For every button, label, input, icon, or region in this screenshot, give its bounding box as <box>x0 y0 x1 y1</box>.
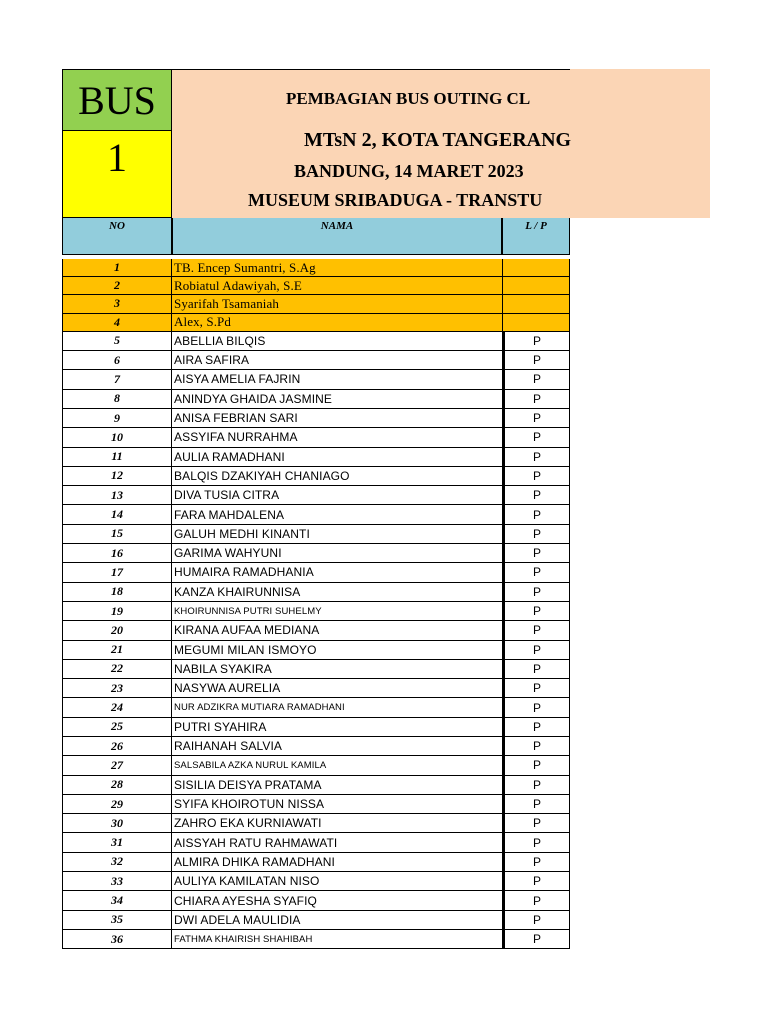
row-number: 24 <box>62 698 172 716</box>
row-number: 15 <box>62 525 172 543</box>
row-gender: P <box>502 911 570 929</box>
row-name: DWI ADELA MAULIDIA <box>174 912 301 927</box>
row-gender <box>502 314 570 331</box>
column-header-nama: NAMA <box>172 218 502 255</box>
table-row <box>62 332 570 351</box>
row-gender: P <box>502 602 570 620</box>
table-row <box>62 390 570 409</box>
row-gender: P <box>502 814 570 832</box>
row-gender: P <box>502 351 570 369</box>
bus-label: BUS <box>62 69 172 131</box>
row-name: ANINDYA GHAIDA JASMINE <box>174 391 333 406</box>
row-number: 8 <box>62 390 172 408</box>
title-line-1: PEMBAGIAN BUS OUTING CL <box>286 89 531 108</box>
row-number: 34 <box>62 891 172 909</box>
row-gender: P <box>502 872 570 890</box>
row-number: 22 <box>62 660 172 678</box>
table-row <box>62 756 570 775</box>
row-name: ASSYIFA NURRAHMA <box>174 430 298 445</box>
row-name: AIRA SAFIRA <box>174 353 250 368</box>
row-gender: P <box>502 505 570 523</box>
row-gender: P <box>502 833 570 851</box>
table-row <box>62 505 570 524</box>
row-number: 23 <box>62 679 172 697</box>
table-row <box>62 621 570 640</box>
table-row <box>62 544 570 563</box>
row-gender: P <box>502 776 570 794</box>
row-name: CHIARA AYESHA SYAFIQ <box>174 893 317 908</box>
table-row <box>62 833 570 852</box>
row-number: 20 <box>62 621 172 639</box>
row-name: Alex, S.Pd <box>174 314 231 330</box>
table-row <box>62 602 570 621</box>
row-gender: P <box>502 332 570 350</box>
row-number: 7 <box>62 370 172 388</box>
passenger-table <box>62 255 570 949</box>
row-number: 13 <box>62 486 172 504</box>
row-name: ALMIRA DHIKA RAMADHANI <box>174 854 335 869</box>
table-row <box>62 641 570 660</box>
table-row <box>62 814 570 833</box>
table-row <box>62 872 570 891</box>
row-number: 14 <box>62 505 172 523</box>
row-number: 21 <box>62 641 172 659</box>
row-name: ZAHRO EKA KURNIAWATI <box>174 816 322 831</box>
row-gender: P <box>502 544 570 562</box>
table-row <box>62 467 570 486</box>
header-panel <box>172 69 710 218</box>
table-row <box>62 911 570 930</box>
row-name: RAIHANAH SALVIA <box>174 739 282 754</box>
row-gender: P <box>502 930 570 948</box>
row-name: DIVA TUSIA CITRA <box>174 488 280 503</box>
table-row <box>62 795 570 814</box>
table-row <box>62 891 570 910</box>
table-row <box>62 698 570 717</box>
row-gender: P <box>502 891 570 909</box>
title-line-2: MTsN 2, KOTA TANGERANG <box>304 129 572 151</box>
table-row <box>62 370 570 389</box>
table-row <box>62 718 570 737</box>
row-name: SISILIA DEISYA PRATAMA <box>174 777 322 792</box>
row-number: 11 <box>62 448 172 466</box>
row-gender: P <box>502 525 570 543</box>
row-number: 27 <box>62 756 172 774</box>
row-gender: P <box>502 390 570 408</box>
row-name: TB. Encep Sumantri, S.Ag <box>174 259 316 275</box>
table-row <box>62 660 570 679</box>
title-line-4: MUSEUM SRIBADUGA - TRANSTU <box>248 190 543 210</box>
row-number: 19 <box>62 602 172 620</box>
row-name: NASYWA AURELIA <box>174 681 281 696</box>
row-name: NABILA SYAKIRA <box>174 661 272 676</box>
row-number: 10 <box>62 428 172 446</box>
row-number: 2 <box>62 277 172 294</box>
staff-row <box>62 277 570 295</box>
row-name: KHOIRUNNISA PUTRI SUHELMY <box>174 605 322 617</box>
row-gender: P <box>502 486 570 504</box>
row-gender <box>502 277 570 294</box>
row-gender: P <box>502 583 570 601</box>
row-name: BALQIS DZAKIYAH CHANIAGO <box>174 468 350 483</box>
row-gender: P <box>502 660 570 678</box>
row-name: KANZA KHAIRUNNISA <box>174 584 301 599</box>
row-gender: P <box>502 853 570 871</box>
row-gender: P <box>502 795 570 813</box>
table-row <box>62 563 570 582</box>
bus-number: 1 <box>62 131 172 218</box>
row-name: AISSYAH RATU RAHMAWATI <box>174 835 338 850</box>
row-number: 1 <box>62 259 172 276</box>
staff-row <box>62 259 570 277</box>
row-name: SYIFA KHOIROTUN NISSA <box>174 797 325 812</box>
table-row <box>62 930 570 949</box>
row-name: SALSABILA AZKA NURUL KAMILA <box>174 759 327 771</box>
table-row <box>62 428 570 447</box>
row-gender: P <box>502 467 570 485</box>
row-name: AISYA AMELIA FAJRIN <box>174 372 301 387</box>
title-line-3: BANDUNG, 14 MARET 2023 <box>294 161 524 181</box>
row-name: MEGUMI MILAN ISMOYO <box>174 642 317 657</box>
row-number: 9 <box>62 409 172 427</box>
table-row <box>62 486 570 505</box>
row-gender: P <box>502 641 570 659</box>
staff-row <box>62 295 570 313</box>
row-gender: P <box>502 679 570 697</box>
row-gender: P <box>502 698 570 716</box>
row-number: 28 <box>62 776 172 794</box>
row-name: AULIYA KAMILATAN NISO <box>174 874 320 889</box>
row-number: 12 <box>62 467 172 485</box>
row-number: 29 <box>62 795 172 813</box>
table-row <box>62 409 570 428</box>
row-number: 33 <box>62 872 172 890</box>
row-gender: P <box>502 621 570 639</box>
row-name: Robiatul Adawiyah, S.E <box>174 277 302 293</box>
table-row <box>62 525 570 544</box>
row-number: 5 <box>62 332 172 350</box>
row-number: 35 <box>62 911 172 929</box>
row-number: 26 <box>62 737 172 755</box>
table-row <box>62 853 570 872</box>
row-number: 4 <box>62 314 172 331</box>
row-gender: P <box>502 756 570 774</box>
row-gender: P <box>502 428 570 446</box>
row-name: FARA MAHDALENA <box>174 507 285 522</box>
row-name: ABELLIA BILQIS <box>174 333 266 348</box>
row-gender: P <box>502 737 570 755</box>
row-gender: P <box>502 370 570 388</box>
row-name: ANISA FEBRIAN SARI <box>174 411 298 426</box>
row-number: 25 <box>62 718 172 736</box>
row-name: HUMAIRA RAMADHANIA <box>174 565 314 580</box>
staff-row <box>62 314 570 332</box>
row-gender: P <box>502 563 570 581</box>
row-gender <box>502 295 570 312</box>
row-name: Syarifah Tsamaniah <box>174 295 279 311</box>
column-header-no: NO <box>62 218 172 255</box>
row-number: 30 <box>62 814 172 832</box>
row-name: GARIMA WAHYUNI <box>174 546 282 561</box>
row-gender <box>502 259 570 276</box>
row-name: GALUH MEDHI KINANTI <box>174 526 310 541</box>
row-number: 31 <box>62 833 172 851</box>
table-row <box>62 448 570 467</box>
row-number: 18 <box>62 583 172 601</box>
table-row <box>62 351 570 370</box>
table-row <box>62 776 570 795</box>
row-number: 16 <box>62 544 172 562</box>
row-name: PUTRI SYAHIRA <box>174 719 267 734</box>
row-name: NUR ADZIKRA MUTIARA RAMADHANI <box>174 702 345 714</box>
row-number: 6 <box>62 351 172 369</box>
table-row <box>62 583 570 602</box>
row-number: 36 <box>62 930 172 948</box>
row-gender: P <box>502 409 570 427</box>
row-name: AULIA RAMADHANI <box>174 449 285 464</box>
row-number: 3 <box>62 295 172 312</box>
column-header-lp: L / P <box>502 218 570 255</box>
row-name: FATHMA KHAIRISH SHAHIBAH <box>174 933 313 945</box>
table-row <box>62 679 570 698</box>
row-number: 32 <box>62 853 172 871</box>
row-name: KIRANA AUFAA MEDIANA <box>174 623 320 638</box>
table-row <box>62 737 570 756</box>
row-gender: P <box>502 448 570 466</box>
row-number: 17 <box>62 563 172 581</box>
row-gender: P <box>502 718 570 736</box>
